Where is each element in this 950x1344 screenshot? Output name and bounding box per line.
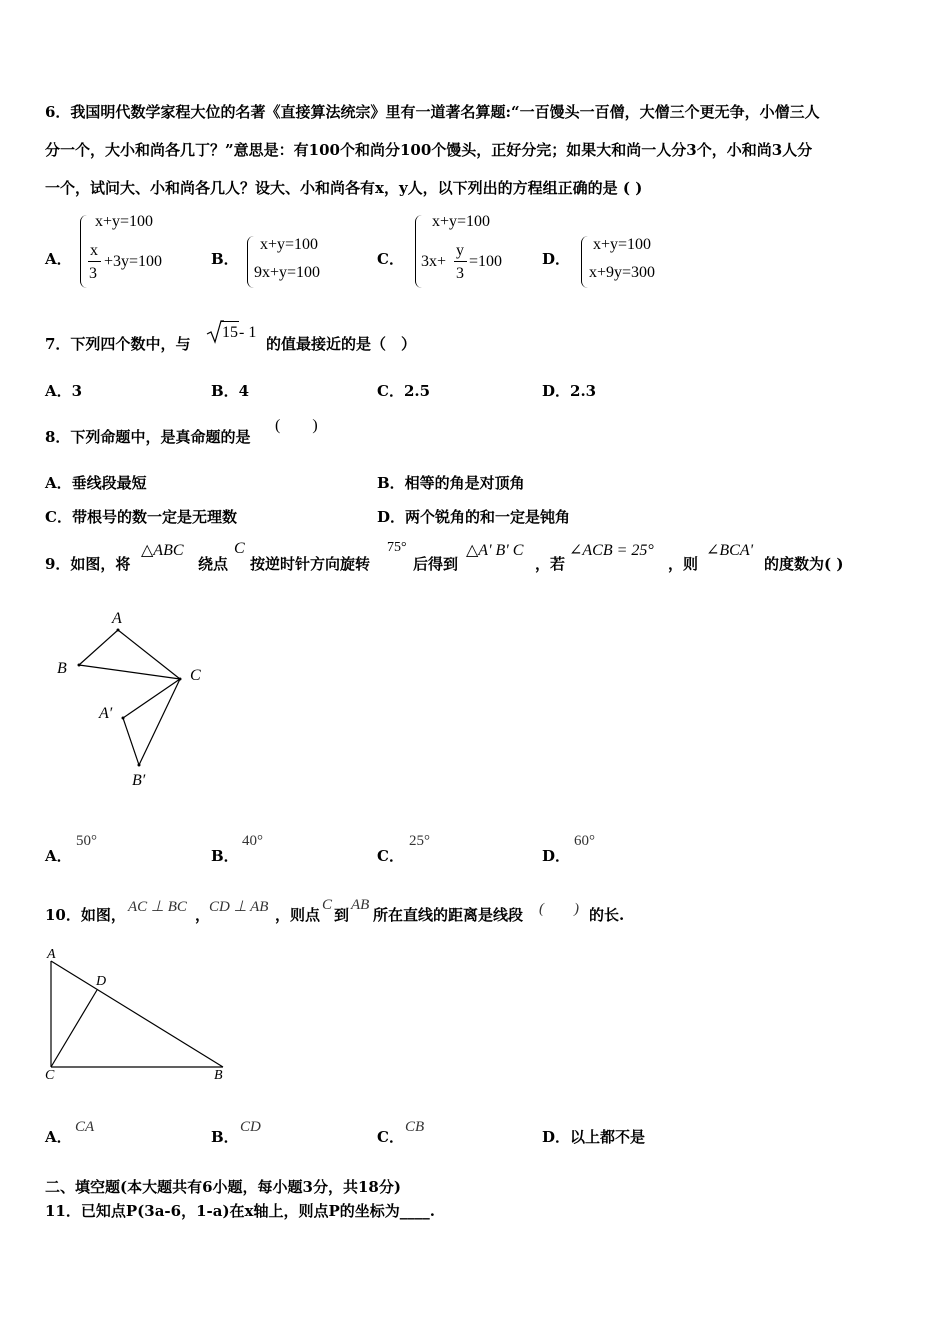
q7-radicand: 15: [222, 324, 238, 341]
q10-text-5: 所在直线的距离是线段: [373, 906, 524, 924]
option-label: A．: [45, 847, 72, 865]
q9-text-3: 按逆时针方向旋转: [250, 555, 371, 573]
q7-option-b[interactable]: B．4: [211, 382, 250, 400]
equation: x+y=100: [95, 213, 154, 230]
option-label: C．: [377, 1128, 404, 1146]
q6-line-1: 6．我国明代数学家程大位的名著《直接算法统宗》里有一道著名算题:“一百馒头一百僧，大僧三个更无争，小僧三人: [45, 103, 820, 121]
q10-label-b: B: [214, 1068, 223, 1083]
q8-paren: ( ): [275, 417, 318, 434]
q7-option-a[interactable]: A．3: [45, 382, 83, 400]
q8-option-d[interactable]: D．两个锐角的和一定是钝角: [377, 508, 571, 526]
q6-option-b-label: B．: [211, 250, 239, 268]
equation: x+9y=300: [589, 264, 656, 281]
option-label: D．以上都不是: [542, 1128, 646, 1146]
q6-line-2: 分一个，大小和尚各几丁？”意思是：有100个和尚分100个馒头，正好分完；如果大和尚一人分3个，小和尚3人分: [45, 141, 813, 159]
fraction-bar: [454, 261, 467, 262]
q8-text: 8．下列命题中，是真命题的是: [45, 428, 251, 446]
q9-text-2: 绕点: [198, 555, 229, 573]
fraction-bar: [88, 261, 101, 262]
q10-text-6: 的长.: [589, 906, 625, 924]
q10-right-triangle-figure: [40, 950, 240, 1090]
q10-text-4: 到: [334, 906, 350, 924]
option-value: CA: [75, 1119, 95, 1135]
q10-text-1: 10．如图，: [45, 906, 126, 924]
q9-text-6: ，则: [668, 555, 699, 573]
equation: x+y=100: [260, 236, 319, 253]
q9-text-1: 9．如图，将: [45, 555, 131, 573]
q7-option-d[interactable]: D．2.3: [542, 382, 597, 400]
q7-minus-one: - 1: [239, 324, 257, 341]
equation: x+y=100: [432, 213, 491, 230]
option-value: 25°: [409, 833, 430, 849]
sqrt-overline: [221, 321, 239, 322]
fraction-denominator: 3: [456, 265, 464, 282]
q8-option-c[interactable]: C．带根号的数一定是无理数: [45, 508, 237, 526]
fraction-numerator: x: [90, 242, 98, 259]
option-value: CB: [405, 1119, 425, 1135]
option-label: B．: [211, 1128, 239, 1146]
q9-label-a: A: [112, 610, 122, 627]
q6-option-d-label: D．: [542, 250, 571, 268]
q9-label-c: C: [190, 667, 201, 684]
q9-math-given-angle: ∠ACB = 25°: [569, 542, 654, 559]
option-value: 50°: [76, 833, 97, 849]
q10-math-point: C: [322, 897, 333, 913]
q6-option-c-label: C．: [377, 250, 404, 268]
q6-option-a-label: A．: [45, 250, 72, 268]
q9-math-point: C: [234, 540, 245, 557]
q9-text-7: 的度数为( ): [764, 555, 844, 573]
equation: +3y=100: [104, 253, 163, 270]
q7-text-pre: 7．下列四个数中，与: [45, 335, 191, 353]
q10-math-line: AB: [351, 897, 370, 913]
q9-label-b-prime: B′: [132, 772, 146, 789]
q6-line-3: 一个，试问大、小和尚各几人？设大、小和尚各有x，y人，以下列出的方程组正确的是 ( ): [45, 179, 643, 197]
brace: [415, 215, 422, 288]
fraction-numerator: y: [456, 242, 464, 259]
option-label: D．: [542, 847, 571, 865]
brace: [581, 236, 588, 288]
q9-math-image-triangle: △A' B' C: [466, 542, 524, 559]
option-value: CD: [240, 1119, 261, 1135]
q10-math-blank: ( ): [539, 901, 579, 917]
q8-option-a[interactable]: A．垂线段最短: [45, 474, 147, 492]
brace: [80, 215, 87, 288]
q10-label-a: A: [47, 947, 56, 962]
q9-math-triangle: △ABC: [141, 542, 184, 559]
q10-math-perp-2: CD ⊥ AB: [209, 899, 269, 915]
section-2-title: 二、填空题(本大题共有6小题，每小题3分，共18分): [45, 1178, 401, 1196]
brace: [247, 236, 254, 288]
q7-option-c[interactable]: C．2.5: [377, 382, 431, 400]
option-value: 40°: [242, 833, 263, 849]
q10-math-perp-1: AC ⊥ BC: [128, 899, 187, 915]
option-label: C．: [377, 847, 404, 865]
q10-text-3: ，则点: [275, 906, 321, 924]
q11-text: 11．已知点P(3a-6，1-a)在x轴上，则点P的坐标为____.: [45, 1202, 435, 1220]
q9-label-a-prime: A′: [99, 705, 113, 722]
equation: 9x+y=100: [254, 264, 321, 281]
q9-label-b: B: [57, 660, 67, 677]
option-label: A．: [45, 1128, 72, 1146]
fraction-denominator: 3: [89, 265, 97, 282]
q9-math-angle: 75°: [387, 540, 407, 555]
q7-text-post: 的值最接近的是（ ）: [266, 335, 417, 353]
q9-math-target-angle: ∠BCA': [706, 542, 754, 559]
equation: =100: [469, 253, 503, 270]
equation: x+y=100: [593, 236, 652, 253]
q10-label-c: C: [45, 1068, 55, 1083]
equation: 3x+: [421, 253, 447, 270]
q10-label-d: D: [96, 974, 107, 989]
q9-text-5: ，若: [535, 555, 566, 573]
q10-text-2: ，: [195, 906, 211, 924]
option-value: 60°: [574, 833, 595, 849]
q8-option-b[interactable]: B．相等的角是对顶角: [377, 474, 525, 492]
option-label: B．: [211, 847, 239, 865]
q9-text-4: 后得到: [413, 555, 459, 573]
